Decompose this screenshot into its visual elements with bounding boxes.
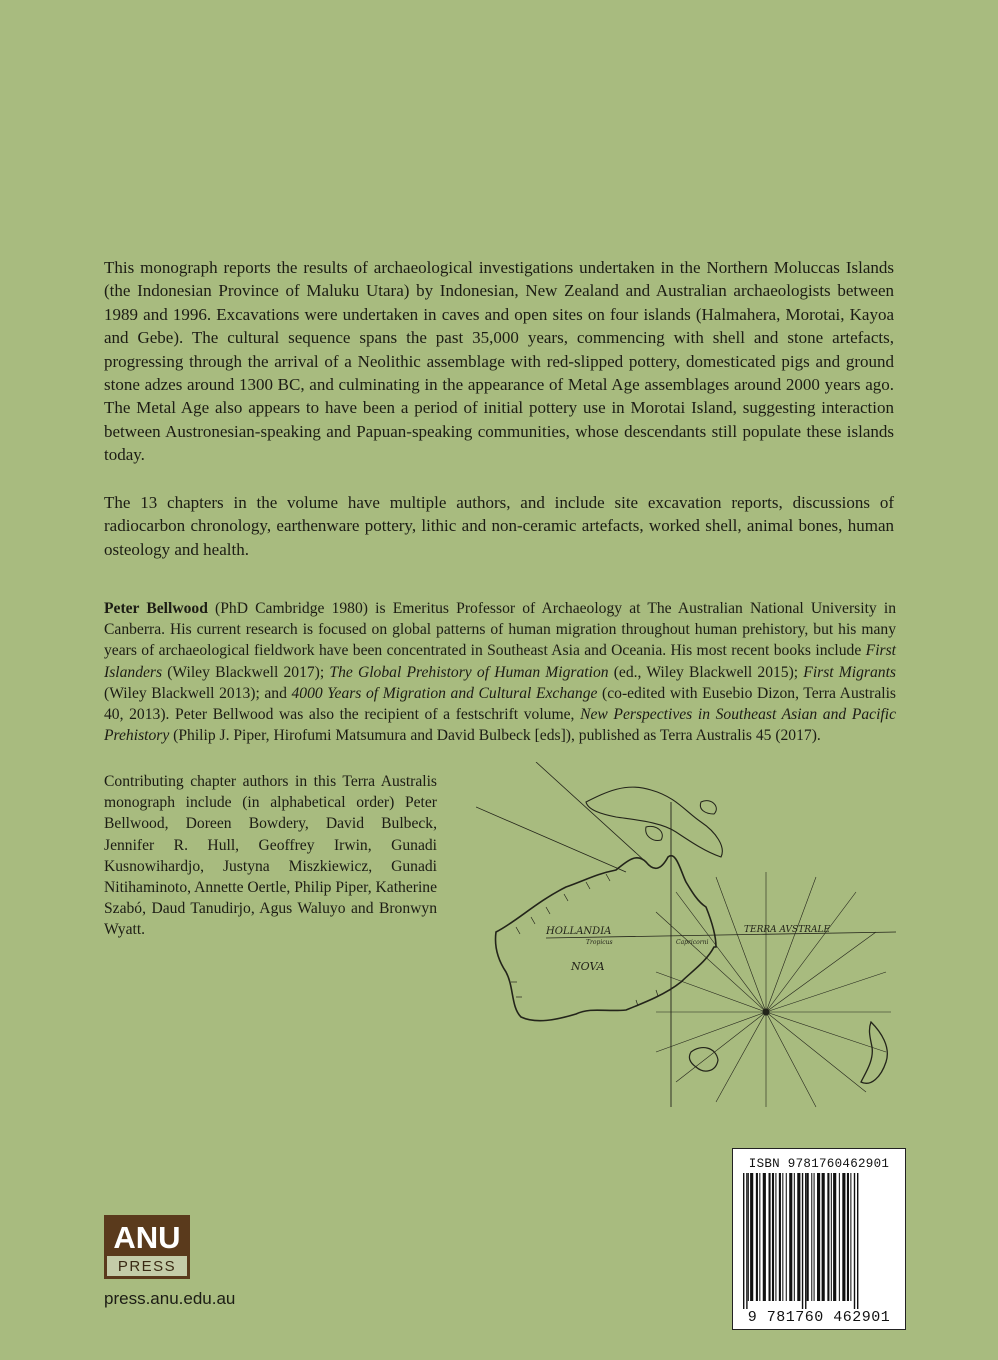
- contributors-paragraph: Contributing chapter authors in this Terra Australis monograph include (in alphabetical order) Peter Bellwood, Doreen Bowdery, David Bulbeck, Jennifer R. Hull, Geoffrey Irwin, Gunadi Kusnowihardjo, Justyna Miszkiewicz, Gunadi Nitihaminoto, Annette Oertle, Philip Piper, Katherine Szabó, Daud Tanudirjo, Agus Waluyo and Bronwyn Wyatt.: [104, 773, 437, 939]
- book-title: First Migrants: [803, 663, 896, 681]
- barcode-bar: [775, 1173, 776, 1301]
- compass-rhumb-lines: [656, 872, 891, 1107]
- barcode-bar: [854, 1173, 855, 1309]
- compass-rose-center: [763, 1009, 769, 1015]
- logo-text-anu: ANU: [107, 1218, 187, 1256]
- island: [646, 826, 663, 840]
- summary-paragraph-2: The 13 chapters in the volume have multiple authors, and include site excavation reports, discussions of radiocarbon chronology, earthenware pottery, lithic and non-ceramic artefacts, worked shell, animal bones, human osteology and health.: [104, 493, 894, 559]
- bio-text: (PhD Cambridge 1980) is Emeritus Professor of Archaeology at The Australian National University in Canberra. His current research is focused on global patterns of human migration throughout human prehistory, but his many years of archaeological fieldwork have been concentrated in Southeast Asia and Oceania. His most recent books include: [104, 600, 896, 660]
- barcode-bar: [807, 1173, 809, 1301]
- logo-text-press: PRESS: [107, 1256, 187, 1276]
- book-title: First Islanders: [104, 642, 896, 681]
- barcode-bar: [794, 1173, 795, 1301]
- barcode-bar: [822, 1173, 825, 1301]
- barcode-bar: [814, 1173, 815, 1301]
- book-title: 4000 Years of Migration and Cultural Exchange: [291, 684, 598, 702]
- author-bio: [104, 598, 896, 746]
- barcode-bar: [756, 1173, 758, 1301]
- barcode-bar: [746, 1173, 747, 1309]
- isbn-digits: 9 781760 462901: [747, 1309, 891, 1326]
- barcode-bar: [797, 1173, 800, 1301]
- map-label: NOVA: [571, 960, 605, 973]
- barcode-bar: [833, 1173, 836, 1301]
- barcode-bar: [772, 1173, 774, 1301]
- summary-paragraph-1: This monograph reports the results of archaeological investigations undertaken in the Northern Moluccas Islands (the Indonesian Province of Maluku Utara) by Indonesian, New Zealand and Australian archaeologists between 1989 and 1996. Excavations were undertaken in caves and open sites on four islands (Halmahera, Morotai, Kayoa and Gebe). The cultural sequence spans the past 35,000 years, commencing with shell and stone artefacts, progressing through the arrival of a Neolithic assemblage with red-slipped pottery, domesticated pigs and ground stone adzes around 1300 BC, and culminating in the appearance of Metal Age assemblages around 2000 years ago. The Metal Age also appears to have been a period of initial pottery use in Morotai Island, suggesting interaction between Austronesian-speaking and Papuan-speaking communities, whose descendants still populate these islands today.: [104, 258, 894, 465]
- barcode-bar: [763, 1173, 766, 1301]
- author-name: Peter Bellwood: [104, 600, 208, 617]
- barcode-bar: [779, 1173, 781, 1301]
- barcode-bars: [733, 1173, 905, 1309]
- bio-text: (Wiley Blackwell 2013); and: [104, 684, 292, 702]
- eastern-coastline: [861, 1022, 887, 1083]
- barcode-bar: [789, 1173, 792, 1301]
- barcode-bar: [769, 1173, 771, 1301]
- barcode-bar: [802, 1173, 803, 1309]
- island: [700, 801, 716, 814]
- publisher-url[interactable]: press.anu.edu.au: [104, 1289, 236, 1308]
- bio-text: (ed., Wiley Blackwell 2015);: [608, 663, 804, 681]
- map-label: TERRA AVSTRALE: [744, 925, 831, 935]
- barcode-bar: [743, 1173, 744, 1309]
- barcode-bar: [786, 1173, 787, 1301]
- barcode-bar: [847, 1173, 849, 1301]
- isbn-barcode: [732, 1148, 906, 1330]
- barcode-bar: [805, 1173, 806, 1309]
- map-label: Capricorni: [676, 939, 709, 946]
- map-ray: [536, 762, 646, 862]
- barcode-bar: [759, 1173, 760, 1301]
- barcode-bar: [748, 1173, 749, 1301]
- barcode-bar: [827, 1173, 829, 1301]
- historical-map-illustration: [476, 762, 916, 1112]
- barcode-bar: [857, 1173, 858, 1309]
- barcode-bar: [839, 1173, 840, 1301]
- barcode-bar: [850, 1173, 851, 1301]
- book-title: New Perspectives in Southeast Asian and Pacific Prehistory: [104, 706, 896, 745]
- bio-text: (co-edited with Eusebio Dizon, Terra Australis 40, 2013). Peter Bellwood was also the recipient of a festschrift volume,: [104, 684, 896, 724]
- southern-island: [689, 1048, 718, 1071]
- barcode-bar: [831, 1173, 832, 1301]
- barcode-bar: [750, 1173, 753, 1301]
- barcode-bar: [811, 1173, 812, 1301]
- coast-hatching: [511, 874, 658, 1006]
- map-label: HOLLANDIA: [546, 926, 612, 937]
- bio-text: (Philip J. Piper, Hirofumi Matsumura and David Bulbeck [eds]), published as Terra Australis 45 (2017).: [169, 727, 821, 745]
- book-title: The Global Prehistory of Human Migration: [329, 663, 609, 681]
- bio-text: (Wiley Blackwell 2017);: [162, 663, 330, 681]
- barcode-bar: [817, 1173, 820, 1301]
- northern-islands: [586, 787, 722, 857]
- barcode-bar: [842, 1173, 845, 1301]
- anu-press-logo: [104, 1215, 190, 1279]
- barcode-bar: [782, 1173, 783, 1301]
- isbn-label: ISBN 9781760462901: [748, 1157, 890, 1171]
- map-label: Tropicus: [586, 939, 613, 946]
- map-ray: [476, 807, 626, 872]
